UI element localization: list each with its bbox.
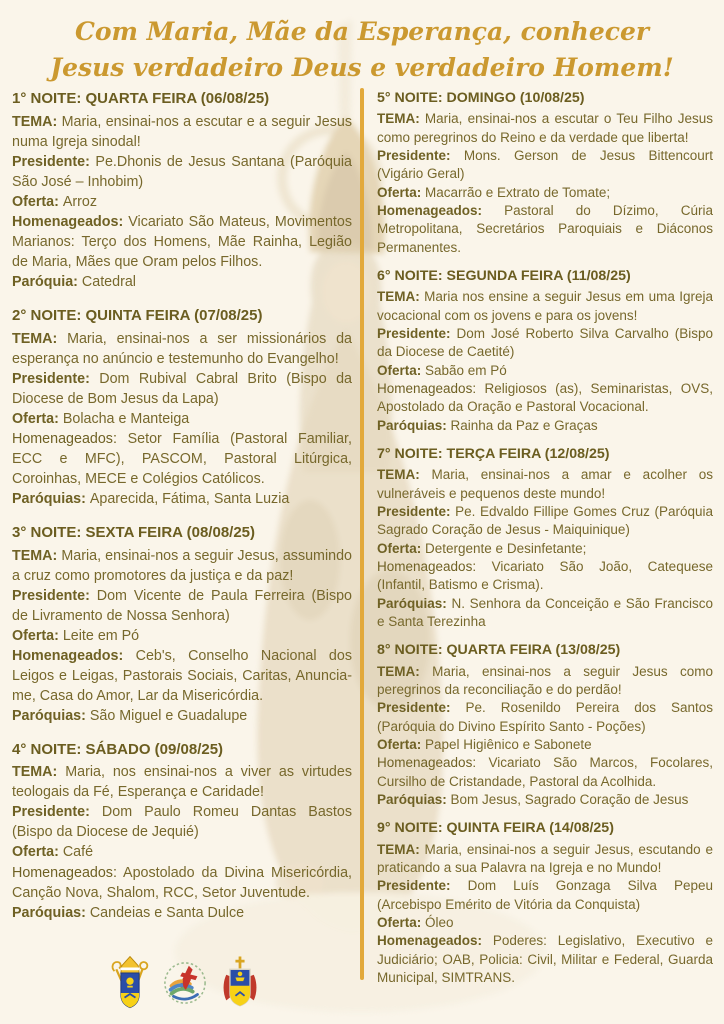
field-label: Presidente: <box>377 878 468 894</box>
field-text: Macarrão e Extrato de Tomate; <box>425 184 611 200</box>
field-text: Maria, ensinai-nos a escutar e a seguir Jesus numa Igreja sinodal! <box>12 113 352 150</box>
field-text: Catedral <box>81 273 136 290</box>
field-text: Dom Vicente de Paula Ferreira (Bispo de Livramento de Nossa Senhora) <box>12 587 352 624</box>
night-fields <box>12 329 352 509</box>
field-label: Homenageados: <box>377 380 485 396</box>
field-homenageados <box>377 202 713 257</box>
field-label: Homenageados: <box>12 430 128 447</box>
field-tema <box>377 663 713 700</box>
night-fields <box>377 841 713 988</box>
field-text: Dom Rubival Cabral Brito (Bispo da Diocese de Bom Jesus da Lapa) <box>12 370 353 407</box>
title-line-1: Com Maria, Mãe da Esperança, conhecer <box>74 17 650 46</box>
field-tema <box>12 112 352 152</box>
field-paroquia <box>377 791 713 809</box>
field-text: Maria, ensinai-nos a amar e acolher os vulneráveis e pequenos deste mundo! <box>377 467 713 501</box>
field-text: Dom José Roberto Silva Carvalho (Bispo da Diocese de Caetité) <box>377 325 714 360</box>
field-text: Maria nos ensine a seguir Jesus em uma Igreja vocacional com os jovens e para os jovens! <box>377 289 714 323</box>
field-label: Homenageados: <box>12 647 136 664</box>
night-fields <box>12 546 352 726</box>
field-presidente <box>12 802 352 842</box>
field-paroquia <box>12 272 352 292</box>
page-title <box>0 14 724 87</box>
field-presidente <box>377 147 713 184</box>
field-label: Oferta: <box>377 737 426 753</box>
field-label: Homenageados: <box>377 202 505 218</box>
field-label: Oferta: <box>12 193 63 210</box>
field-label: Presidente: <box>377 700 466 716</box>
field-text: Sabão em Pó <box>425 362 507 378</box>
field-label: Paróquias: <box>377 417 451 433</box>
field-tema <box>12 329 352 369</box>
field-presidente <box>12 152 352 192</box>
field-homenageados <box>12 429 352 489</box>
field-label: Homenageados: <box>377 933 493 949</box>
field-label: Oferta: <box>377 915 426 931</box>
night-fields <box>377 110 713 257</box>
jubilee-2025-pilgrims-of-hope-logo-icon <box>163 961 207 1005</box>
night-block-3 <box>12 522 352 726</box>
field-homenageados <box>12 646 352 706</box>
field-text: Arroz <box>62 193 98 210</box>
field-text: Leite em Pó <box>62 627 140 644</box>
title-line-2: Jesus verdadeiro Deus e verdadeiro Homem! <box>50 53 674 83</box>
field-text: Dom Luís Gonzaga Silva Pepeu (Arcebispo Emérito de Vitória da Conquista) <box>377 878 713 912</box>
field-oferta <box>12 409 352 429</box>
field-text: Poderes: Legislativo, Executivo e Judiciário; OAB, Policia: Civil, Militar e Federal, Guarda Municipal, SIMTRANS. <box>377 933 713 986</box>
field-text: Maria, ensinai-nos a seguir Jesus como peregrinos da reconciliação e do perdão! <box>377 663 714 697</box>
night-block-6 <box>377 266 713 435</box>
field-label: TEMA: <box>12 764 66 781</box>
field-label: TEMA: <box>377 663 433 679</box>
footer-logos <box>100 948 270 1018</box>
night-header: 2° NOITE: QUINTA FEIRA (07/08/25) <box>12 306 263 324</box>
field-text: Detergente e Desinfetante; <box>425 540 587 556</box>
field-text: Vicariato São João, Catequese (Infantil, Batismo e Crisma). <box>377 559 713 593</box>
field-text: Maria, ensinai-nos a seguir Jesus, escutando e praticando a sua Palavra na Igreja e no Mundo! <box>377 841 713 875</box>
field-homenageados <box>377 932 713 987</box>
field-tema <box>377 841 713 878</box>
field-text: Setor Família (Pastoral Familiar, ECC e MFC), PASCOM, Pastoral Litúrgica, Coroinhas, MECE e Colégios Católicos. <box>12 430 353 487</box>
field-label: Homenageados: <box>12 213 129 230</box>
field-oferta <box>377 362 713 380</box>
field-label: Presidente: <box>12 587 97 604</box>
field-text: São Miguel e Guadalupe <box>89 707 248 724</box>
field-homenageados <box>12 863 352 903</box>
field-text: Pastoral do Dízimo, Cúria Metropolitana, Secretários Paroquiais e Diáconos Permanentes. <box>377 202 713 255</box>
field-label: Presidente: <box>12 370 100 387</box>
field-label: Paróquias: <box>377 595 452 611</box>
night-header: 6° NOITE: SEGUNDA FEIRA (11/08/25) <box>377 268 631 285</box>
field-paroquia <box>12 706 352 726</box>
field-text: Aparecida, Fátima, Santa Luzia <box>89 490 290 507</box>
field-oferta <box>12 842 352 862</box>
field-text: Candeias e Santa Dulce <box>89 904 245 921</box>
field-label: Oferta: <box>377 540 426 556</box>
field-paroquia <box>377 595 713 632</box>
night-fields <box>12 762 352 922</box>
field-label: Paróquias: <box>12 904 90 921</box>
field-text: Pe. Edvaldo Fillipe Gomes Cruz (Paróquia Sagrado Coração de Jesus - Maiquinique) <box>377 503 713 538</box>
field-label: Oferta: <box>377 184 426 200</box>
field-presidente <box>12 586 352 626</box>
field-text: Maria, nos ensinai-nos a viver as virtudes teologais da Fé, Esperança e Caridade! <box>12 764 352 801</box>
night-block-7 <box>377 444 713 631</box>
field-label: TEMA: <box>377 467 432 483</box>
night-fields <box>12 112 352 292</box>
field-oferta <box>12 626 352 646</box>
night-header: 5° NOITE: DOMINGO (10/08/25) <box>377 90 585 106</box>
field-text: Maria, ensinai-nos a seguir Jesus, assumindo a cruz como promotores da justiça e da paz! <box>12 547 352 584</box>
field-paroquia <box>12 489 352 509</box>
field-text: Bolacha e Manteiga <box>62 410 190 427</box>
field-text: Vicariato São Mateus, Movimentos Marianos: Terço dos Homens, Mãe Rainha, Legião de Maria, Mães que Oram pelos Filhos. <box>12 213 352 270</box>
field-homenageados <box>377 558 713 595</box>
field-text: Pe.Dhonis de Jesus Santana (Paróquia São José – Inhobim) <box>12 153 352 190</box>
field-label: Presidente: <box>377 147 464 163</box>
field-label: Homenageados: <box>377 559 492 575</box>
night-block-9 <box>377 818 713 987</box>
field-text: Maria, ensinai-nos a ser missionários da esperança no anúncio e testemunho do Evangelho! <box>12 330 352 367</box>
night-fields <box>377 663 713 810</box>
field-tema <box>377 110 713 147</box>
field-text: Ceb's, Conselho Nacional dos Leigos e Leigas, Pastorais Sociais, Caritas, Anuncia-me, Casa do Amor, Lar da Misericórdia. <box>12 647 352 704</box>
diocese-cross-coat-of-arms-icon <box>219 954 261 1012</box>
field-paroquia <box>377 417 713 435</box>
field-text: Maria, ensinai-nos a escutar o Teu Filho Jesus como peregrinos do Reino e da verdade que liberta! <box>377 111 713 145</box>
night-header: 9° NOITE: QUINTA FEIRA (14/08/25) <box>377 820 614 837</box>
field-text: Religiosos (as), Seminaristas, OVS, Apostolado da Oração e Pastoral Vocacional. <box>377 380 713 415</box>
field-label: Presidente: <box>377 325 457 341</box>
field-presidente <box>12 369 352 409</box>
field-oferta <box>12 192 352 212</box>
column-divider-line <box>360 88 364 980</box>
field-label: Paróquias: <box>377 792 451 808</box>
field-oferta <box>377 736 713 754</box>
night-fields <box>377 288 713 435</box>
field-label: Homenageados: <box>12 864 124 881</box>
field-label: Oferta: <box>377 362 426 378</box>
field-label: Homenageados: <box>377 755 489 771</box>
field-label: TEMA: <box>12 330 68 347</box>
night-block-1 <box>12 88 352 292</box>
field-text: Papel Higiênico e Sabonete <box>425 737 592 753</box>
field-tema <box>377 466 713 503</box>
field-oferta <box>377 540 713 558</box>
field-text: Café <box>62 844 94 861</box>
field-text: N. Senhora da Conceição e São Francisco e Santa Terezinha <box>377 595 713 630</box>
right-column <box>377 88 713 997</box>
field-text: Pe. Rosenildo Pereira dos Santos (Paróquia do Divino Espírito Santo - Poções) <box>377 700 713 734</box>
field-homenageados <box>377 380 713 417</box>
field-paroquia <box>12 903 352 923</box>
field-text: Apostolado da Divina Misericórdia, Canção Nova, Shalom, RCC, Setor Juventude. <box>12 864 352 901</box>
field-oferta <box>377 184 713 202</box>
field-presidente <box>377 325 713 362</box>
field-presidente <box>377 503 713 540</box>
field-presidente <box>377 699 713 736</box>
field-text: Bom Jesus, Sagrado Coração de Jesus <box>450 792 689 808</box>
field-label: Paróquias: <box>12 490 90 507</box>
night-header: 7° NOITE: TERÇA FEIRA (12/08/25) <box>377 446 610 463</box>
field-label: Oferta: <box>12 844 63 861</box>
archdiocese-mitre-coat-of-arms-icon <box>109 954 151 1012</box>
night-header: 3° NOITE: SEXTA FEIRA (08/08/25) <box>12 523 256 541</box>
field-label: TEMA: <box>377 111 425 127</box>
field-label: Oferta: <box>12 627 63 644</box>
field-text: Óleo <box>425 915 454 931</box>
field-text: Dom Paulo Romeu Dantas Bastos (Bispo da Diocese de Jequié) <box>12 804 352 841</box>
field-label: Paróquia: <box>12 273 82 290</box>
field-label: Presidente: <box>12 804 102 821</box>
field-presidente <box>377 877 713 914</box>
field-oferta <box>377 914 713 932</box>
field-text: Mons. Gerson de Jesus Bittencourt (Vigário Geral) <box>377 147 713 182</box>
night-fields <box>377 466 713 631</box>
left-column <box>12 88 352 936</box>
night-header: 1° NOITE: QUARTA FEIRA (06/08/25) <box>12 90 270 107</box>
field-label: Oferta: <box>12 410 63 427</box>
field-text: Rainha da Paz e Graças <box>450 417 598 433</box>
field-label: TEMA: <box>12 113 62 130</box>
field-tema <box>12 546 352 586</box>
field-tema <box>12 762 352 802</box>
night-block-2 <box>12 305 352 509</box>
night-header: 4° NOITE: SÁBADO (09/08/25) <box>12 740 224 758</box>
field-homenageados <box>12 212 352 272</box>
night-block-5 <box>377 88 713 257</box>
night-header: 8° NOITE: QUARTA FEIRA (13/08/25) <box>377 642 621 659</box>
field-text: Vicariato São Marcos, Focolares, Cursilho de Cristandade, Pastoral da Acolhida. <box>377 755 713 789</box>
field-tema <box>377 288 713 325</box>
night-block-8 <box>377 640 713 809</box>
field-label: Paróquias: <box>12 707 90 724</box>
field-label: TEMA: <box>377 841 425 857</box>
night-block-4 <box>12 739 352 923</box>
field-label: Presidente: <box>12 153 96 170</box>
field-homenageados <box>377 754 713 791</box>
field-label: TEMA: <box>377 289 425 305</box>
field-label: Presidente: <box>377 503 456 519</box>
field-label: TEMA: <box>12 547 62 564</box>
